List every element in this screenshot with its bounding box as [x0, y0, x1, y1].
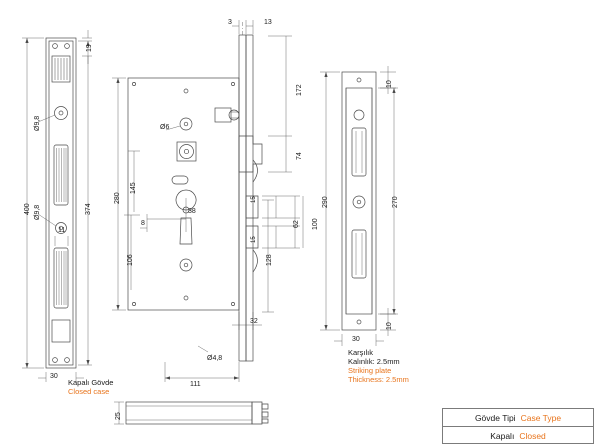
dim-case-width-111: 111 [190, 381, 201, 388]
note-striking-plate [348, 348, 409, 384]
legend-case-value-tr: Kapalı [490, 430, 515, 441]
dim-latch-100: 100 [312, 218, 319, 230]
faceplate-view [22, 30, 92, 382]
note-closed-case-en: Closed case [68, 387, 110, 396]
dim-case-sub-106: 106 [127, 254, 134, 266]
dim-case-hole-6: Ø6 [160, 124, 170, 131]
dim-case-sub-145: 145 [130, 182, 137, 194]
dim-edge-3: 3 [228, 19, 232, 26]
dim-faceplate-spacing-11: 11 [58, 227, 66, 234]
legend-row-case-value [443, 427, 593, 444]
dim-case-offset-8: 8 [141, 220, 145, 227]
legend-case-value-en: Closed [519, 430, 546, 441]
closed-case-view [114, 402, 268, 424]
dim-case-backset-38: 38 [188, 208, 196, 215]
dim-edge-13: 13 [264, 19, 272, 26]
dim-faceplate-width-30: 30 [50, 373, 58, 380]
dim-strike-tab-top-10: 10 [386, 80, 393, 88]
dim-faceplate-top-19: 19 [86, 44, 93, 52]
dim-latch-172: 172 [296, 84, 303, 96]
dim-faceplate-hole-a: Ø9,8 [34, 115, 41, 131]
dim-latch-74: 74 [296, 152, 303, 160]
dim-case-height-280: 280 [114, 192, 121, 204]
lock-case-view [112, 20, 303, 382]
note-striking-plate-en1: Striking plate [348, 366, 392, 375]
note-striking-plate-tr1: Karşılık [348, 348, 374, 357]
dim-case-edge-32: 32 [250, 318, 258, 325]
dim-case-hole-48: Ø4,8 [207, 355, 223, 362]
note-closed-case [68, 378, 113, 396]
legend-row-case-type [443, 409, 593, 427]
dim-faceplate-length-400: 400 [24, 203, 31, 215]
dim-strike-tab-bottom-10: 10 [386, 322, 393, 330]
note-striking-plate-tr2: Kalınlık: 2.5mm [348, 357, 400, 366]
dim-closed-case-25: 25 [115, 412, 122, 420]
dim-faceplate-inner-374: 374 [85, 203, 92, 215]
dim-latch-15-b: 15 [251, 236, 257, 243]
dim-latch-62: 62 [293, 220, 300, 228]
strike-plate-view [320, 66, 398, 346]
legend-case-type-en: Case Type [520, 412, 562, 423]
note-striking-plate-en2: Thickness: 2.5mm [348, 375, 409, 384]
dim-faceplate-hole-b: Ø9,8 [34, 204, 41, 220]
dim-strike-290: 290 [322, 196, 329, 208]
note-closed-case-tr: Kapalı Gövde [68, 378, 114, 387]
dim-case-bottom-128: 128 [266, 254, 273, 266]
dim-strike-width-30: 30 [352, 336, 360, 343]
legend-case-type-tr: Gövde Tipi [474, 412, 516, 423]
legend-box [442, 408, 594, 444]
dim-latch-15-a: 15 [251, 196, 257, 203]
dim-strike-270: 270 [392, 196, 399, 208]
